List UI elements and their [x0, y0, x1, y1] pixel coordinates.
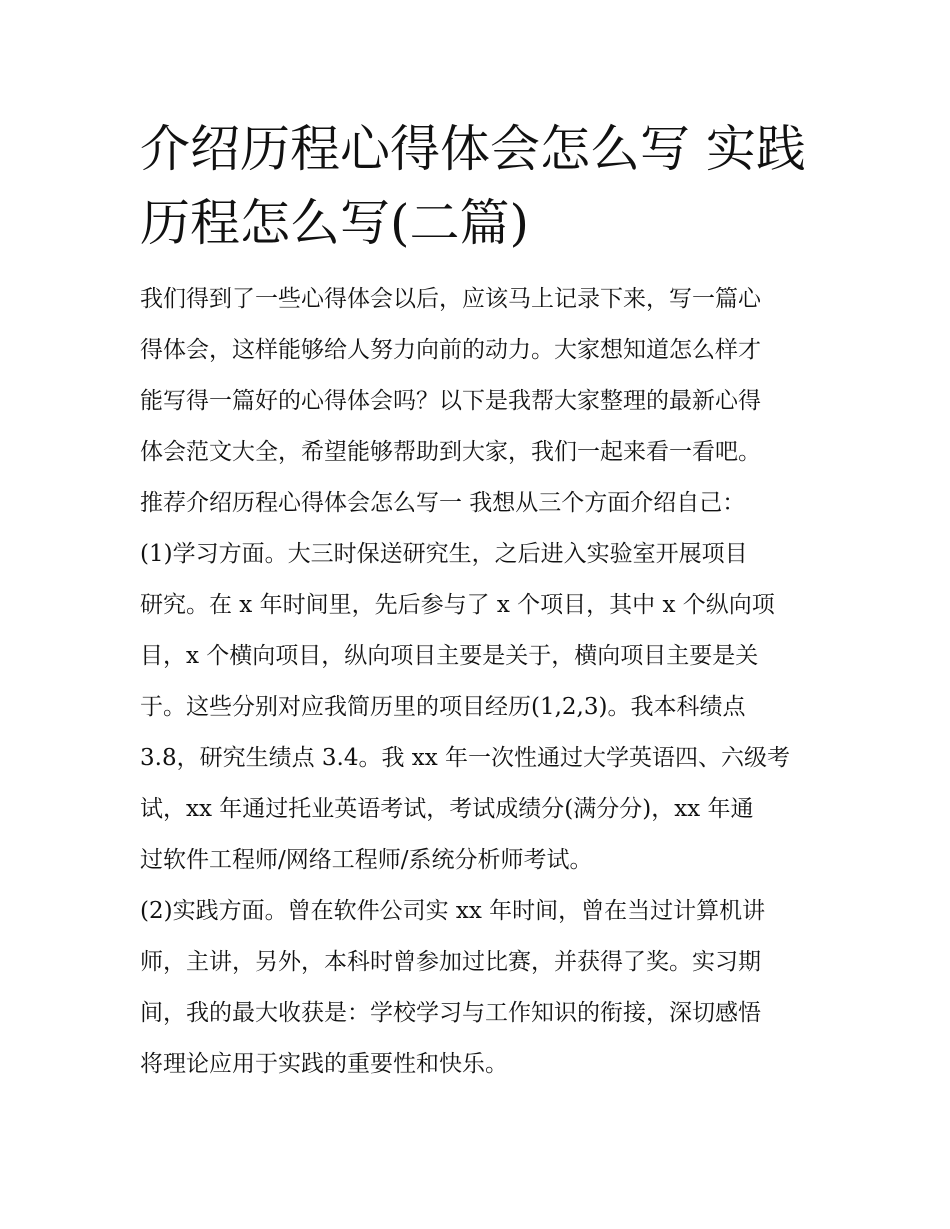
- document-body: [140, 274, 812, 1090]
- body-line: 推荐介绍历程心得体会怎么写一 我想从三个方面介绍自己：: [140, 490, 746, 516]
- body-line: 目，x 个横向项目，纵向项目主要是关于，横向项目主要是关: [140, 643, 759, 669]
- body-line: 我们得到了一些心得体会以后，应该马上记录下来，写一篇心: [140, 286, 761, 312]
- body-line: 得体会，这样能够给人努力向前的动力。大家想知道怎么样才: [140, 337, 761, 363]
- body-line: 师，主讲，另外，本科时曾参加过比赛，并获得了奖。实习期: [140, 949, 761, 975]
- body-line: 间，我的最大收获是：学校学习与工作知识的衔接，深切感悟: [140, 1000, 761, 1026]
- body-line: 将理论应用于实践的重要性和快乐。: [140, 1051, 508, 1077]
- body-line: 3.8，研究生绩点 3.4。我 xx 年一次性通过大学英语四、六级考: [140, 745, 791, 771]
- document-page: [140, 112, 812, 1090]
- title-line: 历程怎么写(二篇): [140, 194, 530, 252]
- body-line: 能写得一篇好的心得体会吗？以下是我帮大家整理的最新心得: [140, 388, 761, 414]
- document-title: [140, 112, 812, 260]
- title-line: 介绍历程心得体会怎么写 实践: [140, 120, 806, 178]
- body-line: (1)学习方面。大三时保送研究生，之后进入实验室开展项目: [140, 541, 748, 567]
- body-line: 试，xx 年通过托业英语考试，考试成绩分(满分分)，xx 年通: [140, 796, 754, 822]
- body-line: 研究。在 x 年时间里，先后参与了 x 个项目，其中 x 个纵向项: [140, 592, 775, 618]
- body-line: 过软件工程师/网络工程师/系统分析师考试。: [140, 847, 593, 873]
- body-line: 体会范文大全，希望能够帮助到大家，我们一起来看一看吧。: [140, 439, 761, 465]
- body-line: 于。这些分别对应我简历里的项目经历(1,2,3)。我本科绩点: [140, 694, 746, 720]
- body-line: (2)实践方面。曾在软件公司实 xx 年时间，曾在当过计算机讲: [140, 898, 766, 924]
